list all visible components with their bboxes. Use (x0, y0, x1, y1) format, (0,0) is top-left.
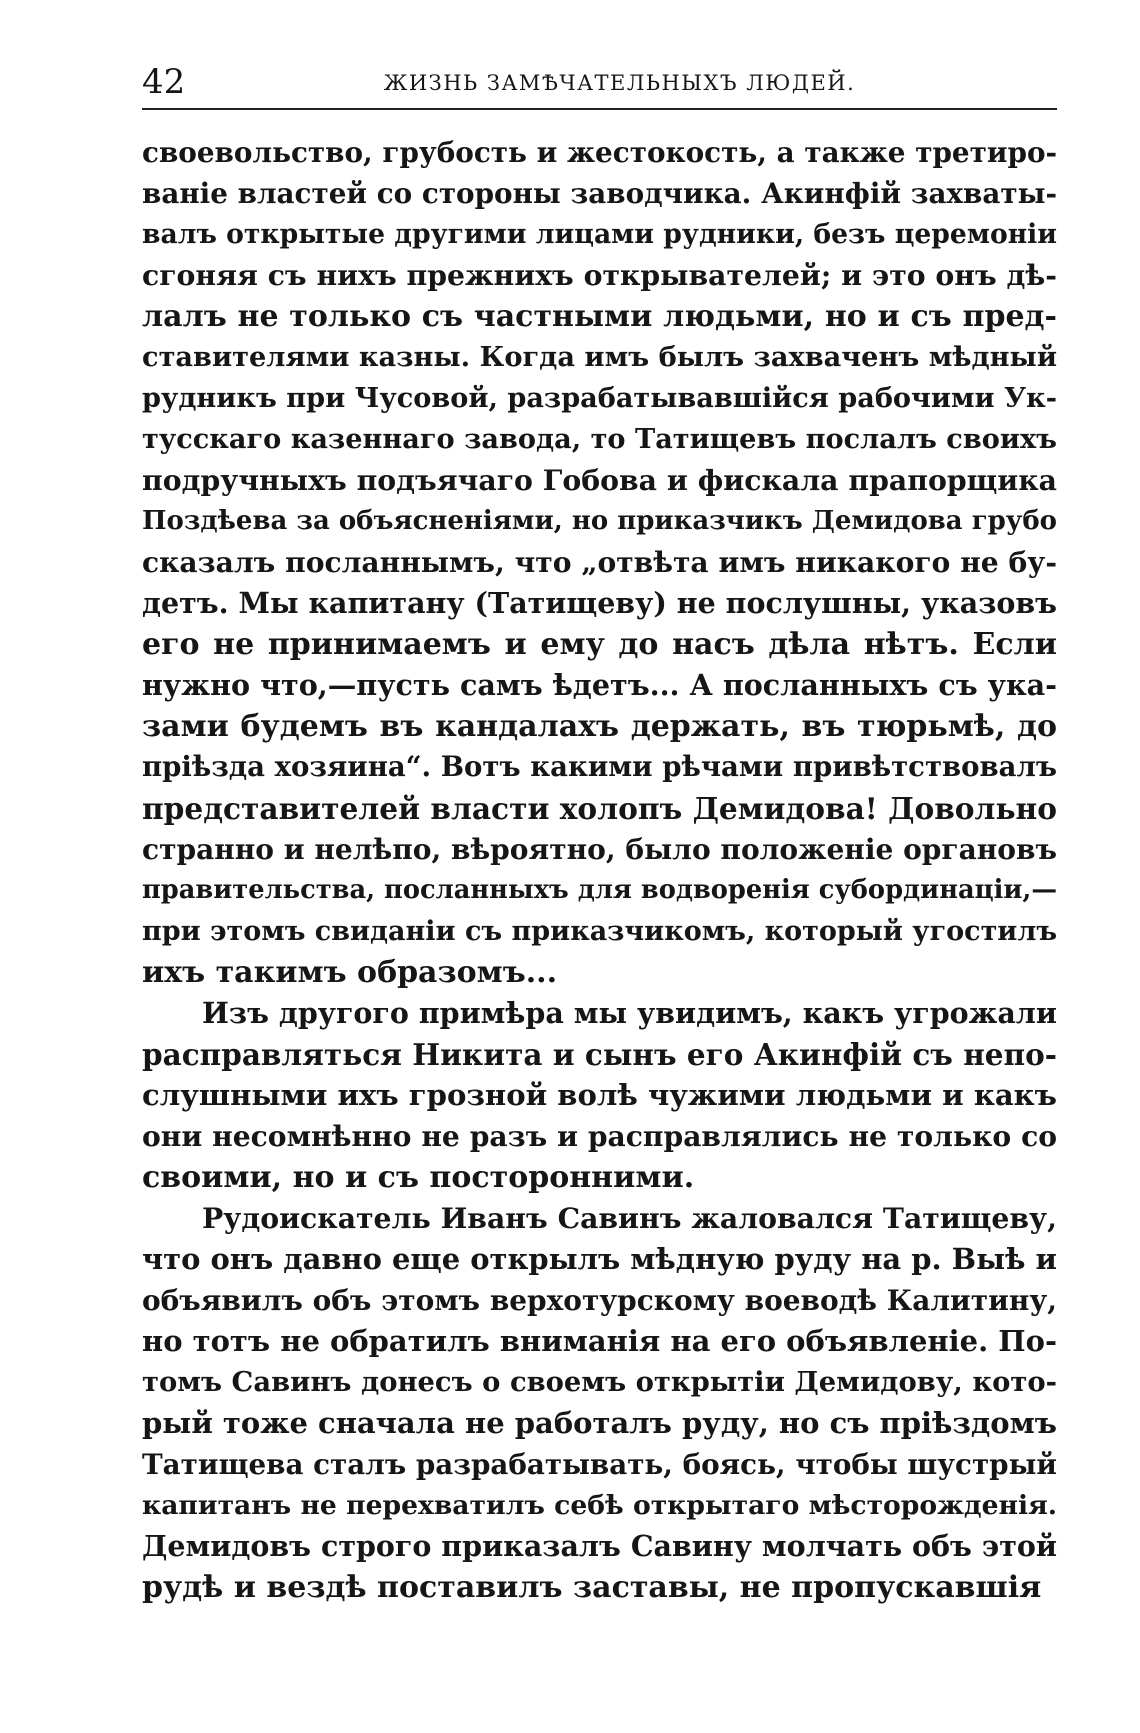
text-line: подручныхъ подъячаго Гобова и фискала прапорщика (142, 463, 1057, 497)
text-line: Рудоискатель Иванъ Савинъ жаловался Татищеву, (202, 1201, 1057, 1235)
text-line: представителей власти холопъ Демидова! Довольно (142, 791, 1057, 826)
text-line: нужно что,—пусть самъ ѣдетъ... А посланныхъ съ ука- (142, 668, 1057, 702)
text-line: пріѣзда хозяина“. Вотъ какими рѣчами привѣтствовалъ (142, 751, 1057, 783)
text-line: правительства, посланныхъ для водворенія субординаціи,— (142, 875, 1058, 905)
text-line: Поздѣева за объясненіями, но приказчикъ Демидова грубо (142, 506, 1057, 536)
header-rule (142, 108, 1057, 110)
text-line: при этомъ свиданіи съ приказчикомъ, который угостилъ (142, 916, 1058, 947)
text-line: что онъ давно еще открылъ мѣдную руду на р. Выѣ и (142, 1242, 1057, 1276)
paragraph (142, 1198, 1057, 1608)
paragraph (142, 993, 1057, 1198)
text-line: своевольство, грубость и жестокость, а также третиро- (142, 136, 1058, 169)
text-line: капитанъ не перехватилъ себѣ открытаго мѣсторожденія. (142, 1490, 1057, 1521)
text-line: Изъ другого примѣра мы увидимъ, какъ угрожали (202, 996, 1057, 1030)
text-line: но тотъ не обратилъ вниманія на его объявленіе. По- (142, 1324, 1057, 1358)
running-head: ЖИЗНЬ ЗАМѢЧАТЕЛЬНЫХЪ ЛЮДЕЙ. (383, 71, 856, 95)
text-line: рудникъ при Чусовой, разрабатывавшійся рабочими Ук- (142, 383, 1057, 414)
text-line: Татищева сталъ разрабатывать, боясь, чтобы шустрый (142, 1448, 1057, 1481)
text-line: сгоняя съ нихъ прежнихъ открывателей; и это онъ дѣ- (142, 258, 1057, 292)
text-line: слушными ихъ грозной волѣ чужими людьми и какъ (142, 1078, 1057, 1112)
text-line: ставителями казны. Когда имъ былъ захваченъ мѣдный (142, 341, 1057, 373)
page-header (142, 62, 1057, 110)
text-line: томъ Савинъ донесъ о своемъ открытіи Демидову, кото- (142, 1366, 1057, 1398)
text-line: его не принимаемъ и ему до насъ дѣла нѣтъ. Если (142, 627, 1057, 662)
text-line: своими, но и съ посторонними. (142, 1160, 695, 1195)
body-text (142, 132, 1057, 1608)
text-line: расправляться Никита и сынъ его Акинфій съ непо- (142, 1037, 1057, 1072)
text-line: зами будемъ въ кандалахъ держать, въ тюрьмѣ, до (142, 709, 1057, 744)
text-line: ихъ такимъ образомъ... (142, 955, 558, 990)
text-line: ваніе властей со стороны заводчика. Акинфій захваты- (142, 177, 1057, 210)
text-line: рый тоже сначала не работалъ руду, но съ пріѣздомъ (142, 1406, 1057, 1440)
text-line: они несомнѣнно не разъ и расправлялись не только со (142, 1120, 1057, 1153)
paragraph (142, 132, 1057, 993)
text-line: тусскаго казеннаго завода, то Татищевъ послалъ своихъ (142, 423, 1057, 455)
text-line: валъ открытые другими лицами рудники, безъ церемоніи (142, 219, 1058, 250)
text-line: детъ. Мы капитану (Татищеву) не послушны, указовъ (142, 586, 1057, 620)
text-line: странно и нелѣпо, вѣроятно, было положеніе органовъ (142, 833, 1058, 866)
text-line: сказалъ посланнымъ, что „отвѣта имъ никакого не бу- (142, 546, 1057, 579)
text-line: лалъ не только съ частными людьми, но и съ пред- (142, 299, 1057, 334)
text-line: объявилъ объ этомъ верхотурскому воеводѣ Калитину, (142, 1284, 1057, 1317)
text-line: Демидовъ строго приказалъ Савину молчать объ этой (142, 1529, 1058, 1563)
page-number: 42 (142, 62, 186, 102)
text-line: рудѣ и вездѣ поставилъ заставы, не пропускавшія (142, 1570, 1042, 1605)
